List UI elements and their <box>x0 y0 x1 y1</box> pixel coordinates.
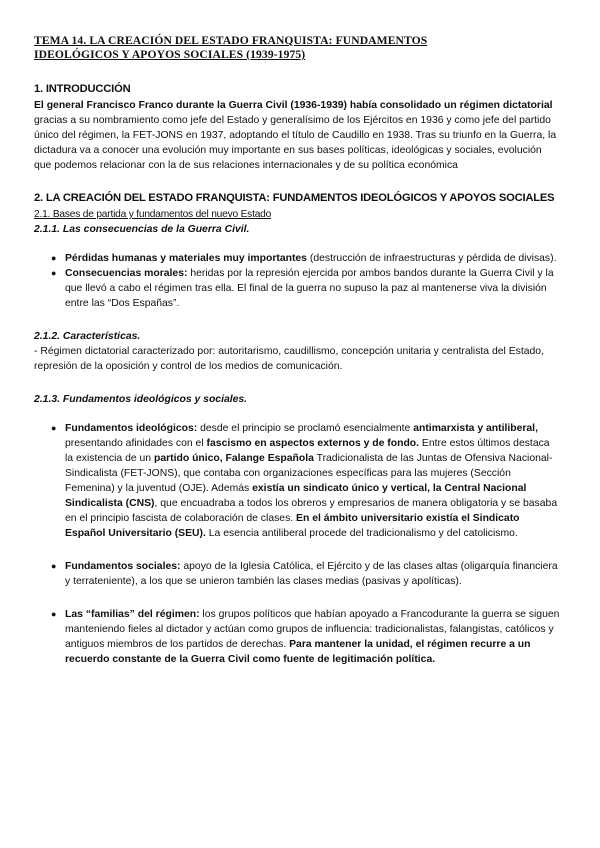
bullet-icon: ● <box>51 561 57 571</box>
bullet-icon: ● <box>51 423 57 433</box>
intro-paragraph <box>34 98 560 173</box>
bullet-icon: ● <box>51 253 57 263</box>
list-item-text: (destrucción de infraestructuras y pérdida de divisas). <box>306 253 557 264</box>
section-2-heading: 2. LA CREACIÓN DEL ESTADO FRANQUISTA: FUNDAMENTOS IDEOLÓGICOS Y APOYOS SOCIALES <box>34 192 555 204</box>
foundations-list <box>34 421 560 667</box>
subsection-2-1-heading: 2.1. Bases de partida y fundamentos del nuevo Estado <box>34 209 272 220</box>
document-title-line-2: IDEOLÓGICOS Y APOYOS SOCIALES (1939-1975) <box>34 48 306 61</box>
list-item <box>34 607 560 667</box>
bullet-icon: ● <box>51 609 57 619</box>
list-item-bold: Fundamentos sociales: <box>65 561 181 572</box>
list-item-bold: partido único, Falange Española <box>153 453 314 464</box>
bullet-icon: ● <box>51 268 57 278</box>
list-item-text: apoyo de la Iglesia Católica, el Ejército y de las clases altas (oligarquía financiera y terrateniente), a los que se unieron también las clases medias (pasivas y apolíticas). <box>65 561 558 587</box>
list-item-bold: Pérdidas humanas y materiales muy importantes <box>65 253 307 264</box>
characteristics-text: - Régimen dictatorial caracterizado por: autoritarismo, caudillismo, concepción unitaria y centralista del Estado, represión de la oposición y control de los medios de comunicación. <box>34 346 544 372</box>
list-item-bold: Las “familias” del régimen: <box>65 609 200 620</box>
list-item-bold: antimarxista y antiliberal, <box>413 423 538 434</box>
list-item-bold: Fundamentos ideológicos: <box>65 423 198 434</box>
list-item-text: los grupos políticos que habían apoyado a Francodurante la guerra se siguen manteniendo fieles al dictador y actúan como grupos de influencia: tradicionalistas, falangistas, católicos y antiguos miembros de los partidos de derechas. <box>65 609 560 650</box>
list-item-bold: Consecuencias morales: <box>65 268 188 279</box>
section-1-heading: 1. INTRODUCCIÓN <box>34 83 131 95</box>
list-item-text: Tradicionalista de las Juntas de Ofensiva Nacional-Sindicalista (FET-JONS), que contaba con organizaciones específicas para las mujeres (Sección Femenina) y la juventud (OJE). Además <box>65 453 553 494</box>
intro-text: gracias a su nombramiento como jefe del Estado y generalísimo de los Ejércitos en 1936 y como jefe del partido único del régimen, la FET-JONS en 1937, adoptando el título de Caudillo en 1938. Tras su triunfo en la Guerra, la dictadura va a conocer una evolución muy importante en sus bases políticas, ideológicas y sociales, evolución que podemos relacionar con la de sus relaciones internacionales y de su política económica <box>34 115 557 171</box>
list-item <box>34 559 560 589</box>
document-title <box>34 34 560 62</box>
document-page <box>34 34 560 667</box>
subsection-2-1-1-heading: 2.1.1. Las consecuencias de la Guerra Civil. <box>34 224 250 235</box>
list-item-bold: fascismo en aspectos externos y de fondo. <box>206 438 420 449</box>
list-item-text: Entre estos últimos destaca la existencia de un <box>65 438 550 464</box>
list-item-bold: En el ámbito universitario existía el Sindicato Español Universitario (SEU). <box>65 513 520 539</box>
list-item-text: , que encuadraba a todos los obreros y empresarios de manera obligatoria y se basaba en el principio fascista de colaboración de clases. <box>65 498 558 524</box>
consequences-list <box>34 251 560 311</box>
list-item-text: desde el principio se proclamó esencialmente <box>197 423 414 434</box>
list-item-bold: existía un sindicato único y vertical, la Central Nacional Sindicalista (CNS) <box>65 483 527 509</box>
list-item-text: La esencia antiliberal procede del tradicionalismo y del catolicismo. <box>205 528 518 539</box>
list-item <box>34 266 560 311</box>
list-item <box>34 251 560 266</box>
list-item <box>34 421 560 541</box>
list-item-text: heridas por la represión ejercida por ambos bandos durante la Guerra Civil y la que llevó a cabo el régimen tras ella. El final de la guerra no supuso la paz al mantenerse viva la división entre las “Dos Españas”. <box>65 268 554 309</box>
subsection-2-1-2-heading: 2.1.2. Características. <box>34 331 141 342</box>
list-item-text: presentando afinidades con el <box>65 438 207 449</box>
list-item-bold: Para mantener la unidad, el régimen recurre a un recuerdo constante de la Guerra Civil como fuente de legitimación política. <box>65 639 531 665</box>
intro-bold-text: El general Francisco Franco durante la Guerra Civil (1936-1939) había consolidado un régimen dictatorial <box>34 100 553 111</box>
subsection-2-1-3-heading: 2.1.3. Fundamentos ideológicos y sociales. <box>34 394 248 405</box>
document-title-line-1: TEMA 14. LA CREACIÓN DEL ESTADO FRANQUISTA: FUNDAMENTOS <box>34 34 428 47</box>
